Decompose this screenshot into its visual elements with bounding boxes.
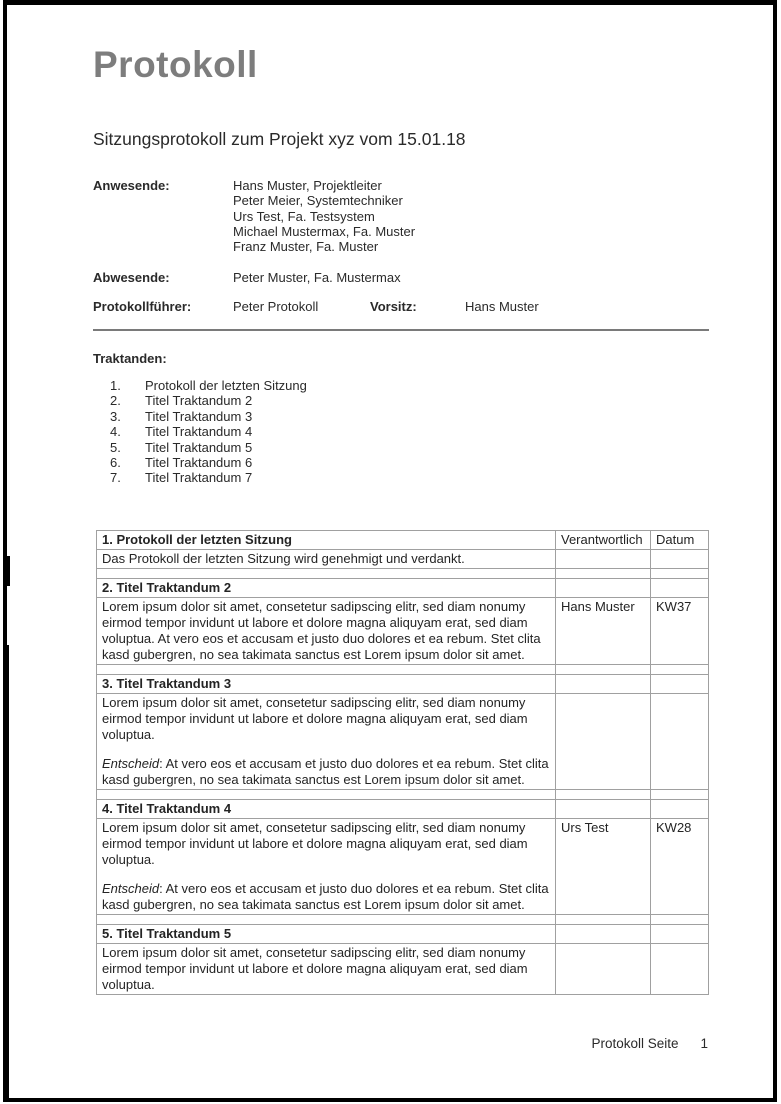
vorsitz-label: Vorsitz:	[370, 298, 417, 314]
section-body: Das Protokoll der letzten Sitzung wird genehmigt und verdankt.	[97, 550, 556, 569]
agenda-list	[93, 378, 307, 486]
page-title: Protokoll	[93, 44, 258, 85]
abwesende-row	[93, 270, 713, 285]
spacer-cell	[97, 569, 556, 579]
spacer-cell	[97, 915, 556, 925]
datum-cell	[651, 675, 709, 694]
list-item	[93, 470, 307, 485]
section-title-row	[97, 800, 709, 819]
datum-cell	[651, 800, 709, 819]
abwesende-label: Abwesende:	[93, 270, 170, 286]
item-text: Titel Traktandum 6	[145, 455, 253, 471]
spacer-cell	[97, 665, 556, 675]
datum-cell: KW28	[651, 819, 709, 915]
section-title: 2. Titel Traktandum 2	[97, 579, 556, 598]
item-text: Protokoll der letzten Sitzung	[145, 378, 307, 393]
attendee: Michael Mustermax, Fa. Muster	[233, 223, 416, 239]
decision-paragraph	[102, 756, 550, 788]
list-item	[93, 455, 307, 470]
verantwortlich-cell	[556, 800, 651, 819]
spacer-row	[97, 665, 709, 675]
item-text: Titel Traktandum 5	[145, 439, 253, 455]
section-body	[97, 694, 556, 790]
item-number: 1.	[110, 378, 121, 393]
absentee: Peter Muster, Fa. Mustermax	[233, 270, 401, 286]
list-item	[93, 378, 307, 393]
spacer-cell	[651, 915, 709, 925]
anwesende-label: Anwesende:	[93, 178, 170, 193]
verantwortlich-cell	[556, 925, 651, 944]
column-header-datum: Datum	[651, 531, 709, 550]
datum-cell	[651, 944, 709, 995]
datum-cell	[651, 579, 709, 598]
list-item	[93, 424, 307, 439]
list-item	[93, 393, 307, 408]
scan-artifact	[3, 556, 10, 586]
decision-lead: Entscheid	[102, 756, 160, 771]
spacer-cell	[97, 790, 556, 800]
item-number: 7.	[110, 470, 121, 486]
section-title: 4. Titel Traktandum 4	[97, 800, 556, 819]
verantwortlich-cell: Hans Muster	[556, 598, 651, 665]
item-number: 3.	[110, 408, 121, 424]
verantwortlich-cell	[556, 944, 651, 995]
section-title-row	[97, 925, 709, 944]
section-body-row	[97, 819, 709, 915]
protocol-table	[96, 530, 709, 995]
item-text: Titel Traktandum 4	[145, 424, 253, 440]
section-body-row	[97, 944, 709, 995]
item-text: Titel Traktandum 7	[145, 470, 253, 486]
section-title: 5. Titel Traktandum 5	[97, 925, 556, 944]
participants-block	[93, 178, 713, 314]
vorsitz-name: Hans Muster	[465, 298, 539, 314]
spacer-cell	[556, 790, 651, 800]
item-text: Titel Traktandum 3	[145, 408, 253, 424]
spacer-cell	[556, 915, 651, 925]
verantwortlich-cell	[556, 579, 651, 598]
spacer-row	[97, 569, 709, 579]
anwesende-list	[233, 178, 713, 254]
section-title: 3. Titel Traktandum 3	[97, 675, 556, 694]
verantwortlich-cell	[556, 675, 651, 694]
attendee: Peter Meier, Systemtechniker	[233, 193, 403, 209]
verantwortlich-cell: Urs Test	[556, 819, 651, 915]
spacer-cell	[651, 569, 709, 579]
spacer-cell	[651, 790, 709, 800]
section-title-row	[97, 675, 709, 694]
anwesende-row	[93, 178, 713, 254]
protokollfuehrer-name: Peter Protokoll	[233, 298, 319, 314]
protokollfuehrer-label: Protokollführer:	[93, 298, 192, 314]
paragraph-gap	[102, 743, 550, 756]
footer-label: Protokoll Seite	[591, 1036, 679, 1051]
section-body	[97, 819, 556, 915]
column-header-verantwortlich: Verantwortlich	[556, 531, 651, 550]
section-title: 1. Protokoll der letzten Sitzung	[97, 531, 556, 550]
section-body: Lorem ipsum dolor sit amet, consetetur sadipscing elitr, sed diam nonumy eirmod tempor invidunt ut labore et dolore magna aliquyam erat, sed diam voluptua.	[97, 944, 556, 995]
item-number: 6.	[110, 455, 121, 471]
datum-cell	[651, 550, 709, 569]
section-body-row	[97, 598, 709, 665]
body-paragraph: Lorem ipsum dolor sit amet, consetetur sadipscing elitr, sed diam nonumy eirmod tempor invidunt ut labore et dolore magna aliquyam erat, sed diam voluptua.	[102, 695, 528, 742]
decision-text: : At vero eos et accusam et justo duo dolores et ea rebum. Stet clita kasd gubergren, no sea takimata sanctus est Lorem ipsum dolor sit amet.	[102, 756, 549, 787]
section-body: Lorem ipsum dolor sit amet, consetetur sadipscing elitr, sed diam nonumy eirmod tempor invidunt ut labore et dolore magna aliquyam erat, sed diam voluptua. At vero eos et accusam et justo duo dolores et ea rebum. Stet clita kasd gubergren, no sea takimata sanctus est Lorem ipsum dolor sit amet.	[97, 598, 556, 665]
paragraph-gap	[102, 868, 550, 881]
verantwortlich-cell	[556, 550, 651, 569]
body-paragraph: Lorem ipsum dolor sit amet, consetetur sadipscing elitr, sed diam nonumy eirmod tempor invidunt ut labore et dolore magna aliquyam erat, sed diam voluptua.	[102, 820, 528, 867]
list-item	[93, 440, 307, 455]
datum-cell: KW37	[651, 598, 709, 665]
page-number: 1	[700, 1036, 708, 1051]
agenda-heading: Traktanden:	[93, 351, 167, 366]
protokollfuehrer-row	[93, 299, 713, 314]
item-number: 2.	[110, 393, 121, 409]
verantwortlich-cell	[556, 694, 651, 790]
attendee: Franz Muster, Fa. Muster	[233, 239, 379, 255]
datum-cell	[651, 694, 709, 790]
item-number: 5.	[110, 439, 121, 455]
list-item	[93, 409, 307, 424]
datum-cell	[651, 925, 709, 944]
agenda-block	[93, 351, 307, 486]
section-title-row	[97, 531, 709, 550]
section-body-row	[97, 694, 709, 790]
decision-lead: Entscheid	[102, 881, 160, 896]
item-number: 4.	[110, 424, 121, 440]
spacer-cell	[556, 665, 651, 675]
decision-text: : At vero eos et accusam et justo duo dolores et ea rebum. Stet clita kasd gubergren, no sea takimata sanctus est Lorem ipsum dolor sit amet.	[102, 881, 549, 912]
spacer-row	[97, 915, 709, 925]
section-title-row	[97, 579, 709, 598]
page-footer	[96, 1036, 708, 1051]
attendee: Hans Muster, Projektleiter	[233, 178, 382, 193]
horizontal-divider	[93, 329, 709, 331]
document-subtitle: Sitzungsprotokoll zum Projekt xyz vom 15.01.18	[93, 129, 466, 149]
decision-paragraph	[102, 881, 550, 913]
item-text: Titel Traktandum 2	[145, 393, 253, 409]
scan-artifact	[3, 645, 9, 1098]
spacer-cell	[651, 665, 709, 675]
spacer-row	[97, 790, 709, 800]
section-body-row	[97, 550, 709, 569]
attendee: Urs Test, Fa. Testsystem	[233, 208, 375, 224]
spacer-cell	[556, 569, 651, 579]
